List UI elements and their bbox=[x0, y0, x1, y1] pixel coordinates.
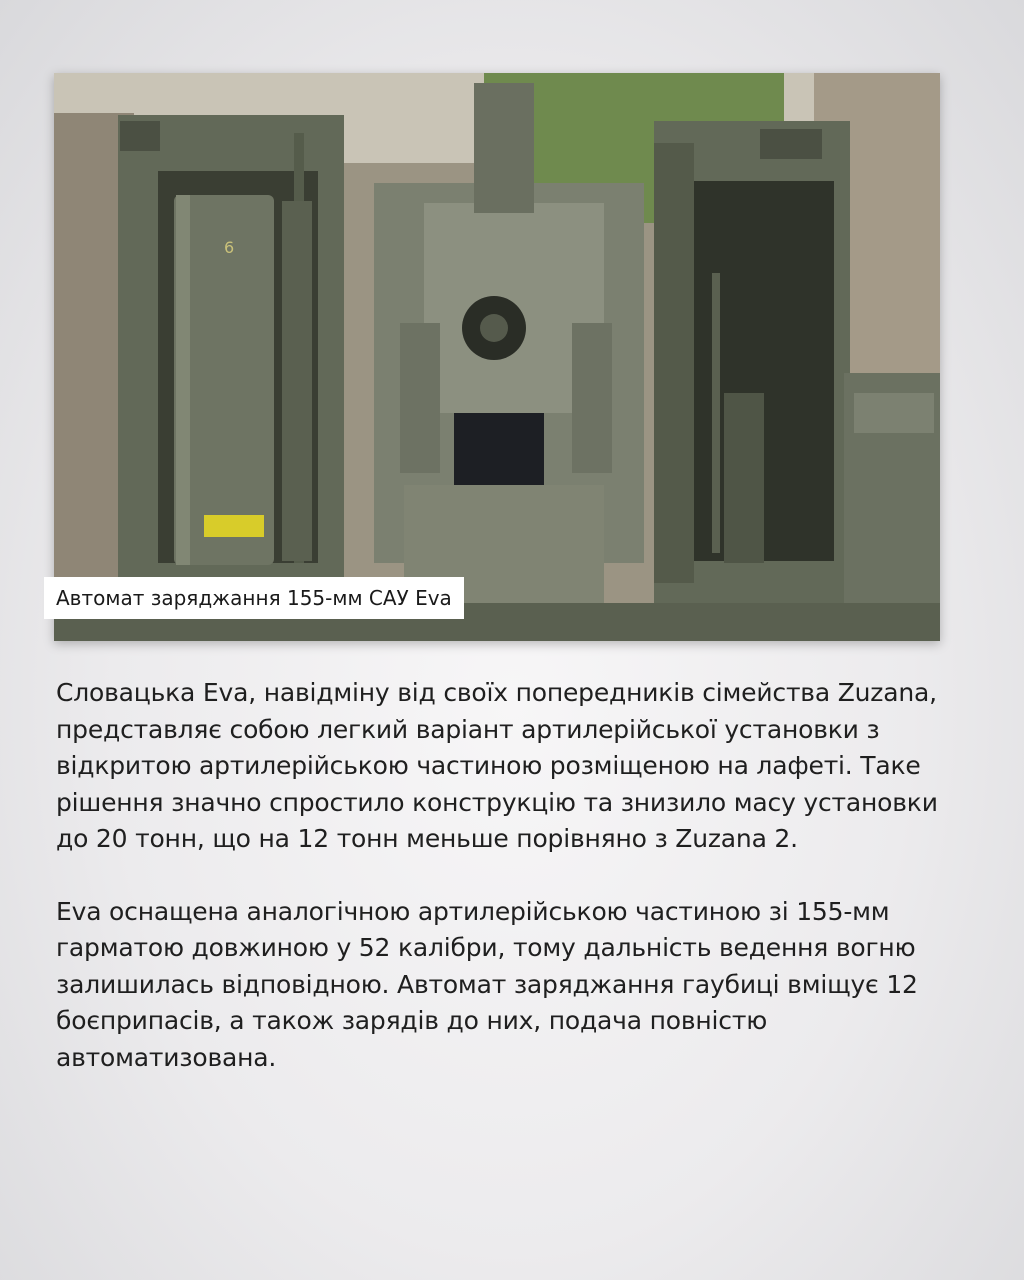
photo-caption: Автомат заряджання 155-мм САУ Eva bbox=[44, 577, 464, 619]
ammo-marking: 6 bbox=[224, 238, 235, 257]
howitzer-autoloader-image bbox=[54, 73, 940, 641]
paragraph-1: Словацька Eva, навідміну від своїх попередників сімейства Zuzana, представляє собою легкий варіант артилерійської установки з відкритою артилерійською частиною розміщеною на лафеті. Таке рішення значно спростило конструкцію та знизило масу установки до 20 тонн, що на 12 тонн меньше порівняно з Zuzana 2. bbox=[56, 678, 938, 853]
paragraph-2: Eva оснащена аналогічною артилерійською частиною зі 155-мм гарматою довжиною у 52 калібри, тому дальність ведення вогню залишилась відповідною. Автомат заряджання гаубиці вміщує 12 боєприпасів, а також зарядів до них, подача повністю автоматизована. bbox=[56, 896, 918, 1072]
article-text bbox=[56, 675, 976, 1112]
howitzer-photo bbox=[54, 73, 940, 641]
